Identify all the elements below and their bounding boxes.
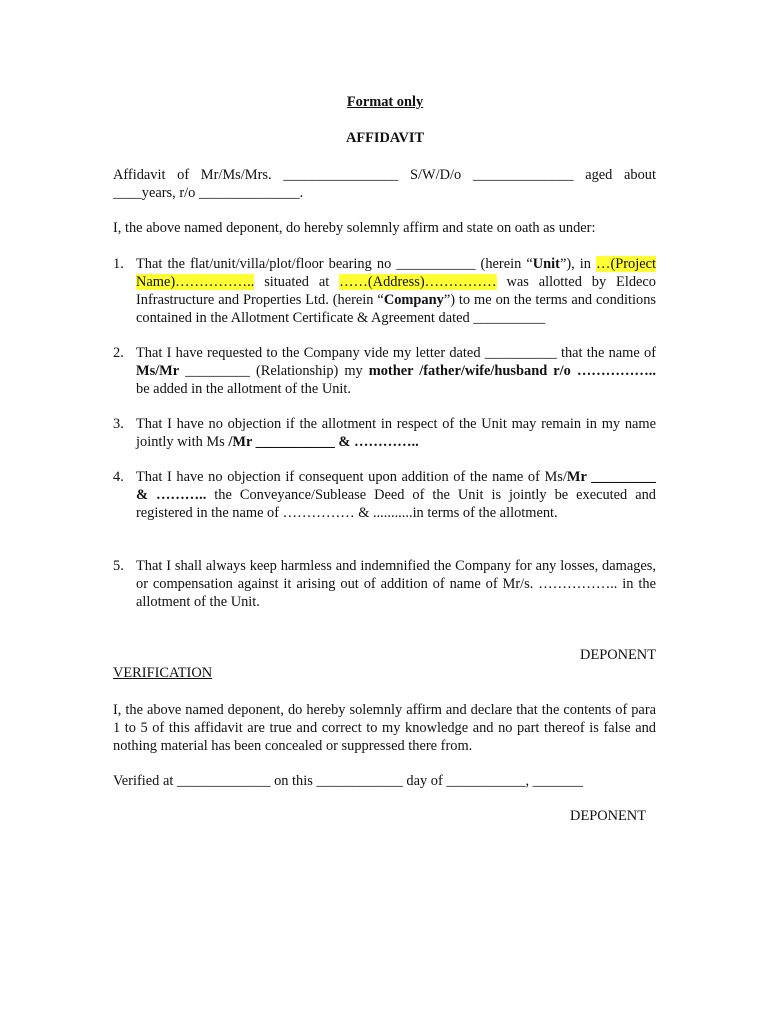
deponent-label: DEPONENT (580, 647, 656, 663)
deponent-label: DEPONENT (570, 808, 646, 824)
verified-line: Verified at _____________ on this ____________ day of ___________, _______ (113, 773, 584, 789)
item-number: 3. (113, 416, 124, 432)
list-item (113, 255, 656, 327)
statement-paragraph: I, the above named deponent, do hereby solemnly affirm and state on oath as under: (113, 220, 596, 236)
item-text: That the flat/unit/villa/plot/floor bearing no ___________ (herein “Unit”), in …(Project Name)…………….. situated at ……(Address)…………… was allotted by Eldeco Infrastructure and Properties Ltd. (herein “Company”) to me on the terms and conditions contained in the Allotment Certificate & Agreement dated __________ (136, 256, 656, 326)
item-text: That I have no objection if the allotment in respect of the Unit may remain in my name jointly with Ms /Mr ___________ & ………….. (136, 416, 656, 450)
item-text: That I have no objection if consequent upon addition of the name of Ms/Mr _________ & ……….. the Conveyance/Sublease Deed of the Unit is jointly be executed and registered in the name of …………… & ...........in terms of the allotment. (136, 469, 656, 521)
list-item (113, 344, 656, 398)
list-item (113, 557, 656, 611)
intro-paragraph: Affidavit of Mr/Ms/Mrs. ________________ S/W/D/o ______________ aged about ____years, r/o ______________. (113, 167, 656, 201)
verification-paragraph: I, the above named deponent, do hereby solemnly affirm and declare that the contents of para 1 to 5 of this affidavit are true and correct to my knowledge and no part thereof is false and nothing material has been concealed or suppressed there from. (113, 702, 656, 754)
item-text: That I have requested to the Company vide my letter dated __________ that the name of Ms/Mr _________ (Relationship) my mother /father/wife/husband r/o …………….. be added in the allotment of the Unit. (136, 345, 656, 397)
item-number: 2. (113, 345, 124, 361)
format-note: Format only (346, 94, 424, 110)
item-number: 5. (113, 558, 124, 574)
list-item (113, 468, 656, 522)
document-title: AFFIDAVIT (345, 130, 425, 146)
item-number: 4. (113, 469, 124, 485)
item-text: That I shall always keep harmless and indemnified the Company for any losses, damages, or compensation against it arising out of addition of name of Mr/s. …………….. in the allotment of the Unit. (136, 558, 656, 610)
list-item (113, 415, 656, 451)
item-number: 1. (113, 256, 124, 272)
highlight-project-name: …(Project Name)…………….. (136, 256, 656, 290)
highlight-address: ……(Address)…………… (339, 274, 497, 290)
verification-title: VERIFICATION (113, 665, 213, 681)
